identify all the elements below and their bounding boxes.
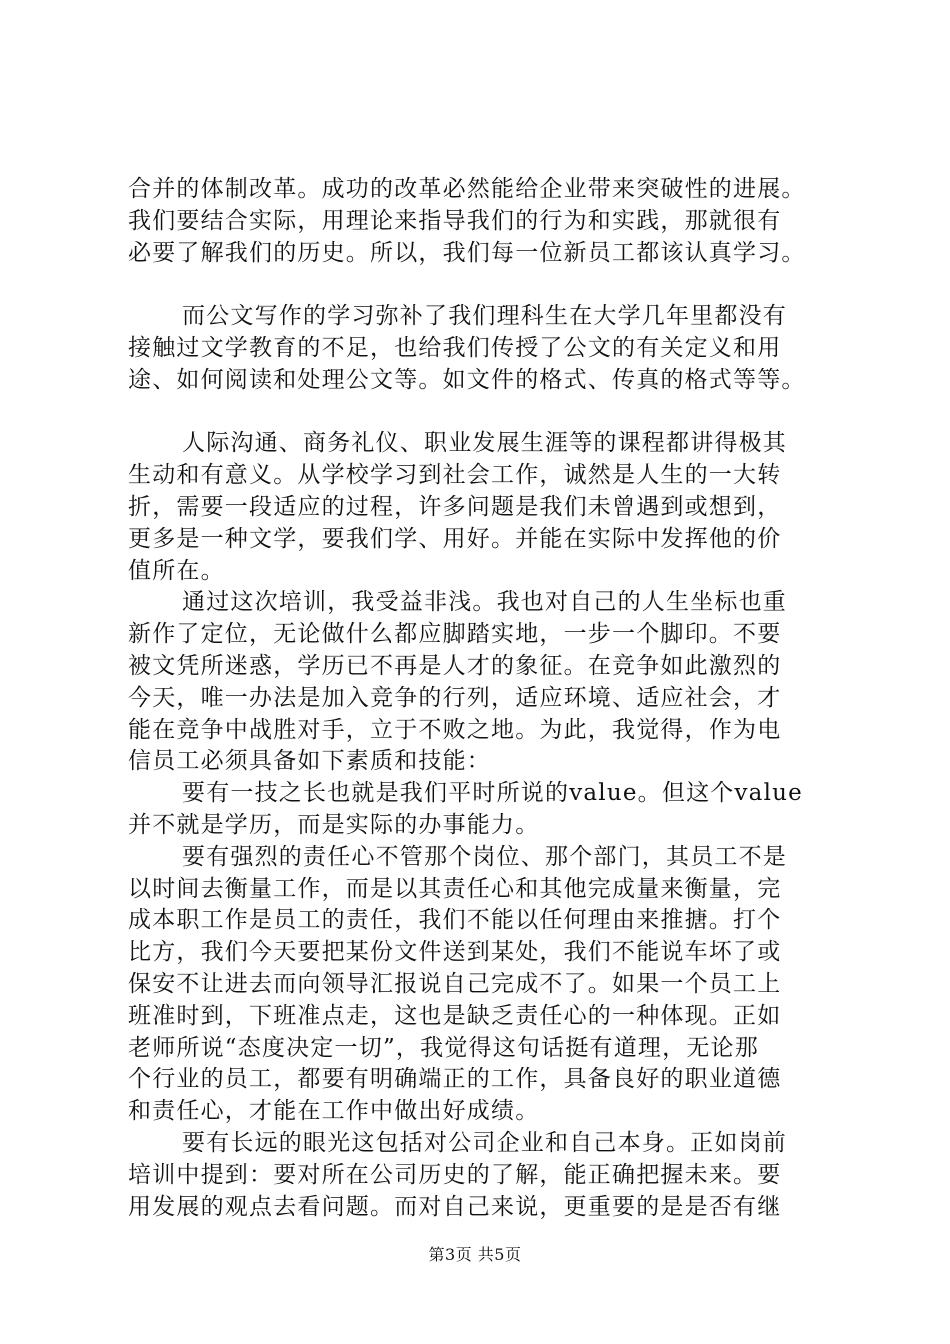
text-line: 合并的体制改革。成功的改革必然能给企业带来突破性的进展。 [128,176,806,202]
text-line: 和责任心，才能在工作中做出好成绩。 [128,1098,540,1125]
text-line: 保安不让进去而向领导汇报说自己完成不了。如果一个员工上 [128,970,782,997]
text-line: 值所在。 [128,557,225,584]
text-line: 人际沟通、商务礼仪、职业发展生涯等的课程都讲得极其 [182,430,787,457]
text-line: 培训中提到：要对所在公司历史的了解，能正确把握未来。要 [128,1161,782,1188]
page-number-footer: 第3页 共5页 [428,1245,522,1264]
paragraph-gap [128,397,840,429]
text-line: 以时间去衡量工作，而是以其责任心和其他完成量来衡量，完 [128,875,782,902]
text-line: 通过这次培训，我受益非浅。我也对自己的人生坐标也重 [182,589,787,616]
text-line: 要有长远的眼光这包括对公司企业和自己本身。正如岗前 [182,1129,787,1156]
text-line: 用发展的观点去看问题。而对自己来说，更重要的是是否有继 [128,1193,782,1220]
text-line: 被文凭所迷惑，学历已不再是人才的象征。在竞争如此激烈的 [128,652,782,679]
text-line: 生动和有意义。从学校学习到社会工作，诚然是人生的一大转 [128,462,782,489]
text-line: 更多是一种文学，要我们学、用好。并能在实际中发挥他的价 [128,525,782,552]
text-line: 而公文写作的学习弥补了我们理科生在大学几年里都没有 [182,303,787,330]
text-line: 途、如何阅读和处理公文等。如文件的格式、传真的格式等等。 [128,366,806,393]
paragraph-gap [128,269,840,301]
text-line: 必要了解我们的历史。所以，我们每一位新员工都该认真学习。 [128,239,806,266]
body-text [128,174,840,1223]
text-line: 能在竞争中战胜对手，立于不败之地。为此，我觉得，作为电 [128,716,782,743]
text-line: 要有强烈的责任心不管那个岗位、那个部门，其员工不是 [182,843,787,870]
text-line: 今天，唯一办法是加入竞争的行列，适应环境、适应社会，才 [128,684,782,711]
text-line: 个行业的员工，都要有明确端正的工作，具备良好的职业道德 [128,1066,782,1093]
text-line: 新作了定位，无论做什么都应脚踏实地，一步一个脚印。不要 [128,621,782,648]
text-line: 我们要结合实际，用理论来指导我们的行为和实践，那就很有 [128,207,782,234]
text-line: 信员工必须具备如下素质和技能： [128,748,491,775]
text-line: 成本职工作是员工的责任，我们不能以任何理由来推搪。打个 [128,907,782,934]
text-line: 比方，我们今天要把某份文件送到某处，我们不能说车坏了或 [128,939,782,966]
text-line: 折，需要一段适应的过程，许多问题是我们未曾遇到或想到， [128,493,782,520]
text-line: 要有一技之长也就是我们平时所说的value。但这个value [182,780,803,807]
text-line: 接触过文学教育的不足，也给我们传授了公文的有关定义和用 [128,334,782,361]
text-line: 并不就是学历，而是实际的办事能力。 [128,811,540,838]
text-line: 班准时到，下班准点走，这也是缺乏责任心的一种体现。正如 [128,1002,782,1029]
text-line: 老师所说“态度决定一切”，我觉得这句话挺有道理，无论那 [128,1034,759,1061]
